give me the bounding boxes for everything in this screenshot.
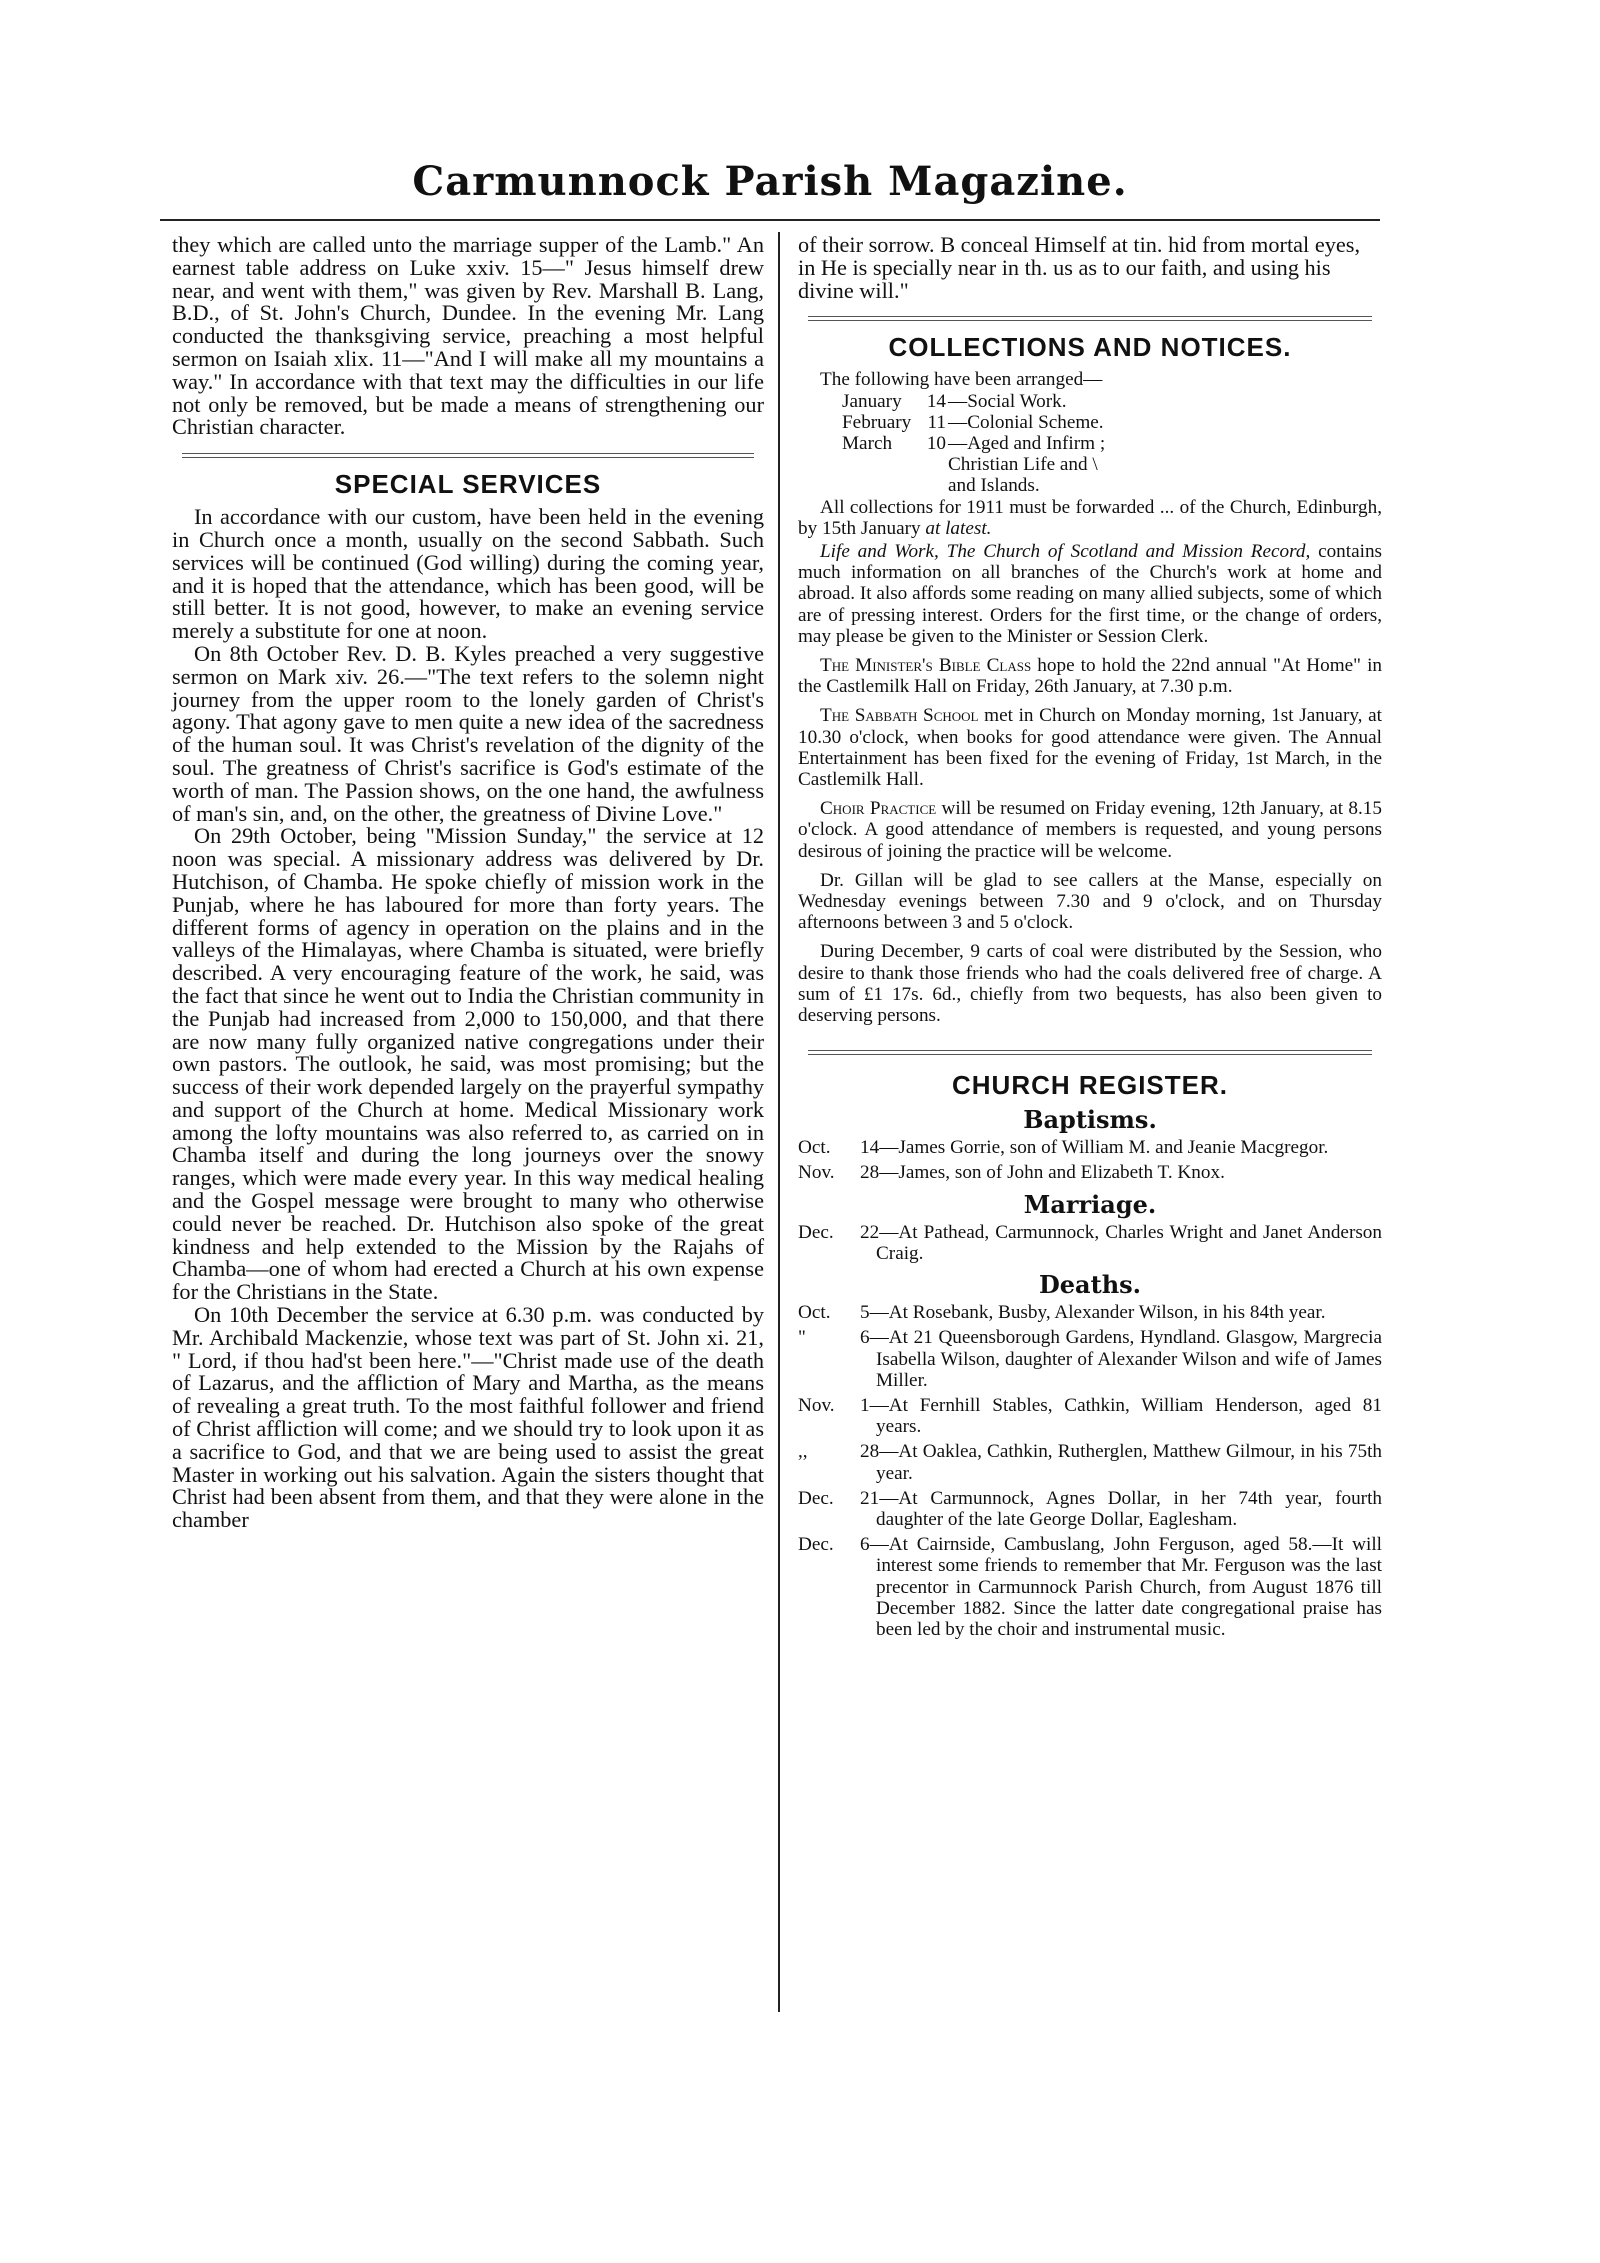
church-register-heading: CHURCH REGISTER. (951, 1070, 1228, 1101)
register-entry: Dec. 21—At Carmunnock, Agnes Dollar, in her 74th year, fourth daughter of the late George Dollar, Eaglesham. (798, 1487, 1382, 1530)
register-entry: Nov. 28—James, son of John and Elizabeth T. Knox. (798, 1162, 1225, 1184)
special-services-paragraph: In accordance with our custom, have been held in the evening in Church once a month, usually on the second Sabbath. Such services will be continued (God willing) during the coming year, and it is hoped that the attendance, which has been good, will be still better. It is not good, however, to make an evening service merely a substitute for one at noon. (172, 504, 764, 644)
special-services-paragraph: On 8th October Rev. D. B. Kyles preached a very suggestive sermon on Mark xiv. 26.—"The text refers to the solemn night journey from the upper room to the lonely garden of Christ's agony. That agony gave to men quite a new idea of the sacredness of the human soul. It was Christ's revelation of the dignity of the soul. The greatness of Christ's sacrifice is God's estimate of the worth of man. The Passion shows, on the one hand, the awfulness of man's sin, and, on the other, the greatness of Divine Love." (172, 640, 764, 826)
register-entry: ,, 28—At Oaklea, Cathkin, Rutherglen, Matthew Gilmour, in his 75th year. (798, 1441, 1382, 1484)
coal-distribution-notice: During December, 9 carts of coal were distributed by the Session, who desire to thank those friends who had the coals delivered free of charge. A sum of £1 17s. 6d., chiefly from two bequests, has also been given to deserving persons. (798, 941, 1382, 1027)
schedule-row: and Islands. (948, 475, 1040, 497)
collections-schedule (842, 391, 1382, 497)
schedule-row: February 11 —Colonial Scheme. (842, 411, 1104, 433)
marriage-heading: Marriage. (1023, 1189, 1157, 1219)
section-rule (808, 316, 1372, 321)
life-and-work-notice: Life and Work, The Church of Scotland and Mission Record, contains much information on all branches of the Church's work at home and abroad. It also affords some reading on many allied subjects, some of which are of pressing interest. Orders for the first time, or the change of orders, may please be given to the Minister or Session Clerk. (798, 541, 1383, 647)
opening-paragraph: they which are called unto the marriage supper of the Lamb." An earnest table address on Luke xxiv. 15—" Jesus himself drew near, and went with them," was given by Rev. Marshall B. Lang, B.D., of St. John's Church, Dundee. In the evening Mr. Lang conducted the thanksgiving service, preaching a most helpful sermon on Isaiah xlix. 11—"And I will make all my mountains a way." In accordance with that text may the difficulties in our life not only be removed, but be made a means of strengthening our Christian character. (172, 232, 764, 440)
section-rule (808, 1050, 1372, 1055)
deaths-heading: Deaths. (1038, 1270, 1142, 1300)
continuation-paragraph: of their sorrow. B conceal Himself at tin. hid from mortal eyes, in He is specially near in th. us as to our faith, and using his divine will." (798, 232, 1361, 303)
schedule-row: March 10 —Aged and Infirm ; (842, 433, 1106, 454)
bible-class-notice: The Minister's Bible Class hope to hold the 22nd annual "At Home" in the Castlemilk Hall on Friday, 26th January, at 7.30 p.m. (798, 655, 1382, 698)
left-column (172, 234, 764, 1532)
collections-note: All collections for 1911 must be forwarded ... of the Church, Edinburgh, by 15th January at latest. (798, 496, 1382, 539)
special-services-paragraph: On 10th December the service at 6.30 p.m. was conducted by Mr. Archibald Mackenzie, whose text was part of St. John xi. 21, " Lord, if thou had'st been here."—"Christ made use of the death of Lazarus, and the affliction of Mary and Martha, as the means of revealing a great truth. To the most faithful follower and friend of Christ affliction will come; and we should try to look upon it as a sacrifice to God, and that we are being used to assist the great Master in working out his salvation. Again the sisters thought that Christ had been absent from them, and that they were alone in the chamber (172, 1302, 764, 1533)
header-rule (160, 219, 1380, 221)
special-services-paragraph: On 29th October, being "Mission Sunday," the service at 12 noon was special. A missionary address was delivered by Dr. Hutchison, of Chamba. He spoke chiefly of mission work in the Punjab, where he has laboured for more than forty years. The different forms of agency in operation on the plains and in the valleys of the Himalayas, where Chamba is situated, were briefly described. A very encouraging feature of the work, he said, was the fact that since he went out to India the Christian community in the Punjab had increased from 2,000 to 150,000, and that there are now many fully organized native congregations under their own pastors. The outlook, he said, was most promising; but the success of their work depended largely on the prayerful sympathy and support of the Church at home. Medical Missionary work among the lofty mountains was also referred to, as carried on in Chamba itself and during the long journeys over the snowy ranges, which were made every year. In this way medical healing and the Gospel message were brought to many who otherwise could never be reached. Dr. Hutchison also spoke of the great kindness and help extended to the Mission by the Rajahs of Chamba—one of whom had erected a Church at his own expense for the Christians in the State. (172, 823, 764, 1305)
choir-practice-notice: Choir Practice will be resumed on Friday evening, 12th January, at 8.15 o'clock. A good attendance of members is requested, and young persons desirous of joining the practice will be welcome. (798, 798, 1382, 862)
baptisms-heading: Baptisms. (1023, 1105, 1157, 1135)
schedule-row: Christian Life and \ (948, 454, 1098, 476)
register-entry: Dec. 6—At Cairnside, Cambuslang, John Ferguson, aged 58.—It will interest some friends to remember that Mr. Ferguson was the last precentor in Carmunnock Parish Church, from August 1876 till December 1882. Since the latter date congregational praise has been led by the choir and instrumental music. (798, 1534, 1382, 1640)
register-entry: Dec. 22—At Pathead, Carmunnock, Charles Wright and Janet Anderson Craig. (798, 1221, 1382, 1264)
section-rule (182, 453, 754, 458)
column-divider (778, 232, 780, 2012)
arranged-intro: The following have been arranged— (820, 369, 1103, 391)
schedule-row: January 14 —Social Work. (842, 390, 1067, 412)
collections-heading: COLLECTIONS AND NOTICES. (888, 332, 1292, 363)
register-entry: " 6—At 21 Queensborough Gardens, Hyndland. Glasgow, Margrecia Isabella Wilson, daughter of Alexander Wilson and wife of James Miller. (798, 1327, 1382, 1391)
right-column (798, 234, 1382, 1644)
register-entry: Nov. 1—At Fernhill Stables, Cathkin, William Henderson, aged 81 years. (798, 1394, 1382, 1438)
special-services-heading: SPECIAL SERVICES (334, 469, 602, 500)
manse-callers-notice: Dr. Gillan will be glad to see callers at the Manse, especially on Wednesday evenings between 7.30 and 9 o'clock, and on Thursday afternoons between 3 and 5 o'clock. (798, 869, 1382, 934)
register-entry: Oct. 14—James Gorrie, son of William M. and Jeanie Macgregor. (798, 1137, 1329, 1159)
magazine-masthead: Carmunnock Parish Magazine. (412, 158, 1128, 205)
register-entry: Oct. 5—At Rosebank, Busby, Alexander Wilson, in his 84th year. (798, 1302, 1326, 1324)
sabbath-school-notice: The Sabbath School met in Church on Monday morning, 1st January, at 10.30 o'clock, when books for good attendance were given. The Annual Entertainment has been fixed for the evening of Friday, 1st March, in the Castlemilk Hall. (798, 705, 1382, 791)
